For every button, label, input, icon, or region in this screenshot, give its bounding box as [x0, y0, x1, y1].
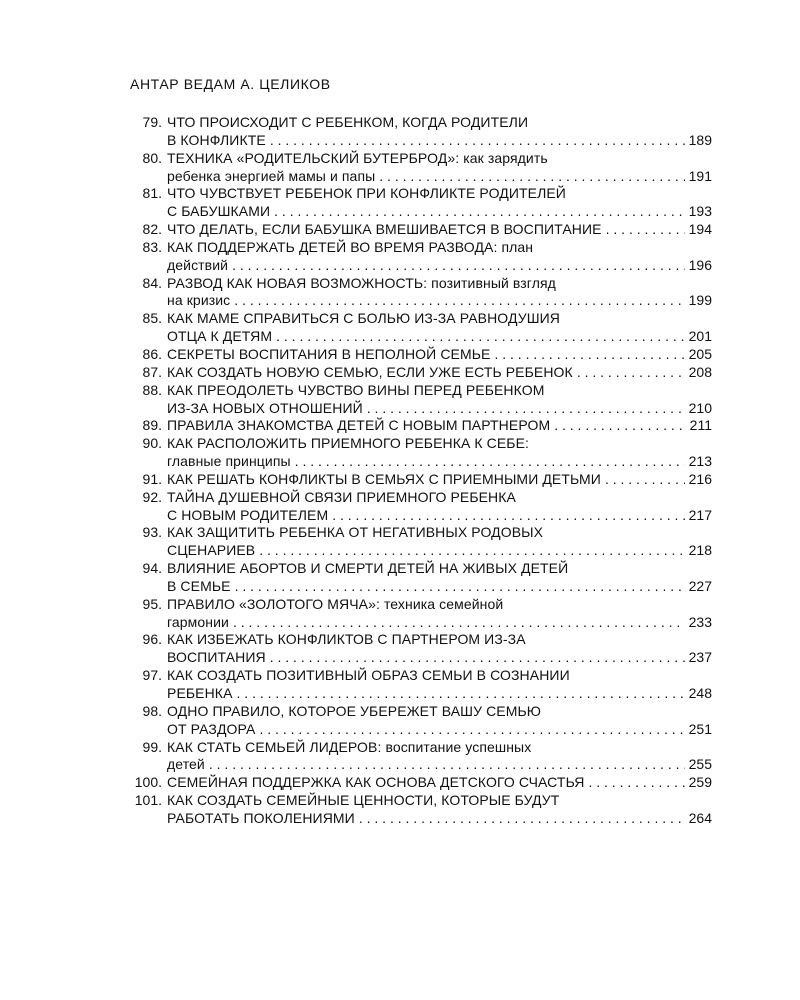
toc-entry [130, 631, 712, 667]
toc-line [130, 810, 712, 828]
toc-leader-dots [295, 453, 685, 471]
toc-entry-title: ТАЙНА ДУШЕВНОЙ СВЯЗИ ПРИЕМНОГО РЕБЕНКА [167, 488, 516, 505]
toc-entry-title-continued: РЕБЕНКА [167, 685, 233, 701]
toc-line [130, 667, 712, 685]
toc-page-number: 194 [688, 221, 712, 238]
toc-line [130, 739, 712, 757]
toc-line [130, 168, 712, 186]
toc-page-number: 248 [688, 685, 712, 701]
toc-entry-number: 88. [142, 381, 162, 398]
toc-page-number: 251 [688, 720, 712, 737]
toc-leader-dots [554, 417, 685, 435]
toc-page-number: 205 [688, 345, 712, 362]
toc-entry-title: ОДНО ПРАВИЛО, КОТОРОЕ УБЕРЕЖЕТ ВАШУ СЕМЬЮ [167, 702, 542, 719]
toc-entry-title-continued: СЦЕНАРИЕВ [167, 542, 256, 559]
toc-entry-number: 100. [134, 774, 162, 791]
toc-entry-number: 87. [142, 363, 162, 380]
toc-entry-number: 96. [142, 631, 162, 648]
toc-line [130, 400, 712, 418]
toc-leader-dots [276, 328, 685, 346]
toc-entry-number: 79. [142, 114, 162, 130]
toc-entry-number: 86. [142, 345, 162, 362]
toc-entry [130, 596, 712, 632]
toc-leader-dots [237, 685, 685, 703]
toc-entry-number: 97. [142, 667, 162, 684]
toc-entry-number: 95. [142, 595, 162, 612]
toc-line [130, 471, 712, 489]
toc-line [130, 275, 712, 293]
toc-entry [130, 667, 712, 703]
toc-line [130, 507, 712, 525]
toc-entry-number: 93. [142, 524, 162, 541]
toc-entry-title-continued: С БАБУШКАМИ [167, 203, 271, 220]
toc-entry-title: КАК РАСПОЛОЖИТЬ ПРИЕМНОГО РЕБЕНКА К СЕБЕ: [167, 435, 530, 452]
toc-line [130, 649, 712, 667]
toc-entry-title: КАК СОЗДАТЬ НОВУЮ СЕМЬЮ, ЕСЛИ УЖЕ ЕСТЬ РЕБЕНОК [167, 363, 573, 380]
toc-page-number: 218 [688, 542, 712, 559]
toc-leader-dots [359, 810, 685, 828]
toc-line [130, 114, 712, 132]
toc-line [130, 239, 712, 257]
toc-line [130, 292, 712, 310]
toc-entry-title-continued: на кризис [167, 292, 231, 309]
toc-leader-dots [577, 364, 685, 382]
toc-entry-number: 84. [142, 274, 162, 291]
toc-line [130, 703, 712, 721]
toc-line [130, 774, 712, 792]
toc-entry [130, 774, 712, 792]
toc-entry-title-continued: ОТ РАЗДОРА [167, 720, 256, 737]
toc-page-number: 233 [688, 613, 712, 630]
toc-entry-title: КАК ИЗБЕЖАТЬ КОНФЛИКТОВ С ПАРТНЕРОМ ИЗ-ЗА [167, 631, 526, 648]
toc-entry [130, 239, 712, 275]
toc-line [130, 257, 712, 275]
toc-entry [130, 524, 712, 560]
toc-entry-title: КАК ПОДДЕРЖАТЬ ДЕТЕЙ ВО ВРЕМЯ РАЗВОДА: план [167, 238, 534, 255]
toc-entry-title: ТЕХНИКА «РОДИТЕЛЬСКИЙ БУТЕРБРОД»: как зарядить [167, 149, 548, 166]
toc-leader-dots [259, 542, 684, 560]
toc-page-number: 191 [688, 167, 712, 184]
toc-entry [130, 275, 712, 311]
toc-entry-title: КАК СОЗДАТЬ СЕМЕЙНЫЕ ЦЕННОСТИ, КОТОРЫЕ БУДУТ [167, 792, 560, 809]
toc-entry-title-continued: РАБОТАТЬ ПОКОЛЕНИЯМИ [167, 809, 355, 826]
toc-leader-dots [588, 774, 684, 792]
toc-entry-number: 90. [142, 435, 162, 452]
toc-entry-title-continued: детей [167, 756, 205, 773]
toc-leader-dots [274, 203, 685, 221]
toc-entry-title-continued: ребенка энергией мамы и папы [167, 167, 376, 184]
toc-entry-title: СЕКРЕТЫ ВОСПИТАНИЯ В НЕПОЛНОЙ СЕМЬЕ [167, 345, 491, 362]
toc-leader-dots [270, 649, 685, 667]
toc-entry [130, 364, 712, 382]
toc-entry-title: КАК СТАТЬ СЕМЬЕЙ ЛИДЕРОВ: воспитание успешных [167, 738, 532, 755]
toc-page-number: 237 [688, 649, 712, 666]
toc-entry-title-continued: С НОВЫМ РОДИТЕЛЕМ [167, 506, 329, 523]
toc-entry [130, 739, 712, 775]
toc-leader-dots [235, 578, 685, 596]
toc-line [130, 631, 712, 649]
toc-line [130, 203, 712, 221]
toc-entry-title: ПРАВИЛО «ЗОЛОТОГО МЯЧА»: техника семейной [167, 595, 504, 612]
toc-page-number: 259 [688, 774, 712, 791]
toc-line [130, 132, 712, 150]
toc-entry-title: СЕМЕЙНАЯ ПОДДЕРЖКА КАК ОСНОВА ДЕТСКОГО СЧАСТЬЯ [167, 774, 585, 791]
toc-line [130, 435, 712, 453]
toc-entry [130, 221, 712, 239]
toc-page-number: 227 [688, 577, 712, 594]
toc-line [130, 560, 712, 578]
toc-line [130, 524, 712, 542]
toc-line [130, 489, 712, 507]
running-header: АНТАР ВЕДАМ А. ЦЕЛИКОВ [130, 76, 331, 92]
toc-entry-title-continued: В СЕМЬЕ [167, 577, 231, 594]
toc-entry-number: 82. [142, 221, 162, 238]
toc-line [130, 596, 712, 614]
toc-entry-title: ЧТО ЧУВСТВУЕТ РЕБЕНОК ПРИ КОНФЛИКТЕ РОДИТЕЛЕЙ [167, 185, 566, 202]
toc-page-number: 217 [688, 506, 712, 523]
toc-entry-title: КАК РЕШАТЬ КОНФЛИКТЫ В СЕМЬЯХ С ПРИЕМНЫМИ ДЕТЬМИ [167, 470, 601, 487]
toc-entry-title: ЧТО ПРОИСХОДИТ С РЕБЕНКОМ, КОГДА РОДИТЕЛИ [167, 114, 529, 130]
toc-entry [130, 150, 712, 186]
toc-leader-dots [606, 221, 685, 239]
toc-leader-dots [234, 292, 684, 310]
toc-line [130, 310, 712, 328]
toc-entry-number: 81. [142, 185, 162, 202]
toc-entry-title: ВЛИЯНИЕ АБОРТОВ И СМЕРТИ ДЕТЕЙ НА ЖИВЫХ ДЕТЕЙ [167, 560, 569, 577]
toc-page-number: 193 [688, 203, 712, 220]
toc-leader-dots [494, 346, 684, 364]
toc-line [130, 382, 712, 400]
toc-leader-dots [259, 721, 684, 739]
toc-entry-title-continued: ИЗ-ЗА НОВЫХ ОТНОШЕНИЙ [167, 399, 363, 416]
toc-entry-title: КАК ЗАЩИТИТЬ РЕБЕНКА ОТ НЕГАТИВНЫХ РОДОВЫХ [167, 524, 544, 541]
toc-entry-title: ПРАВИЛА ЗНАКОМСТВА ДЕТЕЙ С НОВЫМ ПАРТНЕРОМ [167, 417, 551, 434]
toc-line [130, 150, 712, 168]
toc-page-number: 201 [688, 328, 712, 345]
toc-entry-title: КАК МАМЕ СПРАВИТЬСЯ С БОЛЬЮ ИЗ-ЗА РАВНОДУШИЯ [167, 310, 561, 327]
toc-line [130, 685, 712, 703]
toc-entry-number: 98. [142, 702, 162, 719]
toc-page-number: 255 [688, 756, 712, 773]
toc-page-number: 211 [689, 417, 712, 434]
toc-entry-title: КАК СОЗДАТЬ ПОЗИТИВНЫЙ ОБРАЗ СЕМЬИ В СОЗНАНИИ [167, 667, 570, 684]
toc-page-number: 213 [688, 453, 712, 470]
toc-leader-dots [233, 614, 685, 632]
toc-entry-number: 92. [142, 488, 162, 505]
toc-page-number: 208 [688, 363, 712, 380]
toc-line [130, 792, 712, 810]
toc-line [130, 417, 712, 435]
toc-entry [130, 417, 712, 435]
toc-entry [130, 560, 712, 596]
toc-entry [130, 310, 712, 346]
toc-entry-title-continued: действий [167, 256, 229, 273]
toc-line [130, 614, 712, 632]
toc-line [130, 578, 712, 596]
toc-leader-dots [605, 471, 685, 489]
toc-leader-dots [209, 756, 685, 774]
toc-leader-dots [232, 257, 685, 275]
toc-line [130, 328, 712, 346]
toc-entry [130, 489, 712, 525]
toc-entry [130, 435, 712, 471]
toc-line [130, 453, 712, 471]
toc-entry-title-continued: ВОСПИТАНИЯ [167, 649, 266, 666]
toc-line [130, 346, 712, 364]
toc-entry [130, 382, 712, 418]
toc-page-number: 216 [688, 470, 712, 487]
toc-page-number: 189 [688, 131, 712, 148]
toc-leader-dots [367, 400, 685, 418]
toc-entry-number: 80. [142, 149, 162, 166]
toc-entry-number: 83. [142, 238, 162, 255]
toc-page-number: 264 [688, 809, 712, 826]
toc-entry-title-continued: главные принципы [167, 453, 291, 470]
toc-entry-number: 85. [142, 310, 162, 327]
toc-leader-dots [270, 132, 685, 150]
toc-entry-title-continued: ОТЦА К ДЕТЯМ [167, 328, 273, 345]
toc-entry-number: 101. [134, 792, 162, 809]
toc-entry-number: 89. [142, 417, 162, 434]
toc-entry-title-continued: гармонии [167, 613, 229, 630]
toc-entry-number: 91. [142, 470, 162, 487]
toc-leader-dots [379, 168, 684, 186]
toc-page-number: 196 [688, 256, 712, 273]
toc-entry-title: ЧТО ДЕЛАТЬ, ЕСЛИ БАБУШКА ВМЕШИВАЕТСЯ В ВОСПИТАНИЕ [167, 221, 602, 238]
table-of-contents [130, 114, 712, 828]
toc-line [130, 721, 712, 739]
toc-entry [130, 185, 712, 221]
toc-entry [130, 471, 712, 489]
toc-entry-number: 94. [142, 560, 162, 577]
toc-line [130, 542, 712, 560]
toc-entry-number: 99. [142, 738, 162, 755]
toc-line [130, 364, 712, 382]
toc-entry-title-continued: В КОНФЛИКТЕ [167, 131, 266, 148]
toc-line [130, 221, 712, 239]
toc-page-number: 210 [688, 399, 712, 416]
toc-entry [130, 703, 712, 739]
toc-line [130, 756, 712, 774]
toc-entry [130, 346, 712, 364]
toc-page-number: 199 [688, 292, 712, 309]
toc-entry [130, 792, 712, 828]
toc-line [130, 185, 712, 203]
toc-leader-dots [332, 507, 684, 525]
toc-entry-title: КАК ПРЕОДОЛЕТЬ ЧУВСТВО ВИНЫ ПЕРЕД РЕБЕНКОМ [167, 381, 545, 398]
toc-entry [130, 114, 712, 150]
toc-entry-title: РАЗВОД КАК НОВАЯ ВОЗМОЖНОСТЬ: позитивный взгляд [167, 274, 556, 291]
